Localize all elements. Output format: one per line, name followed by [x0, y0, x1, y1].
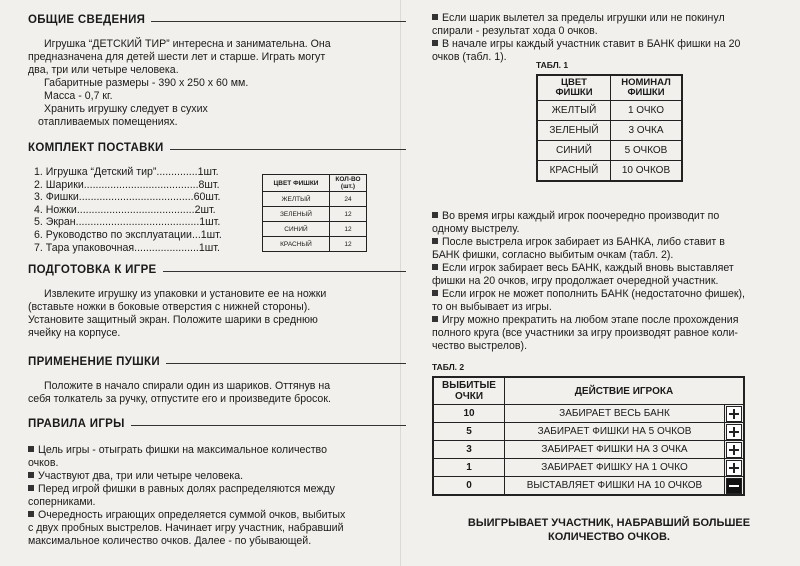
- middle-line: одному выстрелу.: [432, 223, 520, 235]
- gun-line: Положите в начало спирали один из шариков. Оттянув на: [44, 380, 331, 392]
- prep-line: Извлеките игрушку из упаковки и установите ее на ножки: [44, 288, 327, 300]
- table2-points: 0: [433, 477, 505, 496]
- table1-header-value: НОМИНАЛ ФИШКИ: [611, 75, 683, 101]
- kit-table-count: 12: [330, 207, 367, 222]
- table1-label: ТАБЛ. 1: [536, 60, 569, 70]
- table-row: [263, 192, 367, 207]
- rules-line: Участвуют два, три или четыре человека.: [28, 470, 345, 483]
- bullet-icon: [28, 511, 34, 517]
- table-row: [433, 477, 744, 496]
- rules-line: Цель игры - отыграть фишки на максимальное количество: [28, 444, 345, 457]
- bullet-icon: [28, 485, 34, 491]
- page-fold-divider: [400, 0, 401, 566]
- middle-line: Игру можно прекратить на любом этапе после прохождения: [432, 314, 745, 327]
- kit-item: 4. Ножки........................................2шт.: [34, 203, 216, 216]
- left-column: [28, 8, 390, 558]
- general-line: два, три или четыре человека.: [28, 64, 179, 76]
- kit-colors-table: [262, 174, 367, 252]
- kit-table-color: СИНИЙ: [263, 222, 330, 237]
- prep-line: Установите защитный экран. Положите шарики в среднюю: [28, 314, 318, 326]
- bullet-icon: [432, 40, 438, 46]
- general-line: Масса - 0,7 кг.: [44, 90, 113, 102]
- bullet-icon: [432, 212, 438, 218]
- table-row: [433, 441, 744, 459]
- kit-item: 6. Руководство по эксплуатации...1шт.: [34, 228, 222, 241]
- kit-table-count: 12: [330, 222, 367, 237]
- intro-line: В начале игры каждый участник ставит в БАНК фишки на 20: [432, 38, 740, 51]
- kit-item: 3. Фишки.......................................60шт.: [34, 191, 221, 204]
- plus-icon: [726, 442, 742, 458]
- table2-points: 1: [433, 459, 505, 477]
- table2-points: 3: [433, 441, 505, 459]
- section-title-rules: ПРАВИЛА ИГРЫ: [28, 418, 398, 430]
- middle-line: полного круга (все участники за игру производят равное коли-: [432, 327, 738, 339]
- general-line: Габаритные размеры - 390 х 250 х 60 мм.: [44, 77, 249, 89]
- general-text: [28, 38, 331, 129]
- table1-value: 1 ОЧКО: [611, 101, 683, 121]
- bullet-icon: [28, 446, 34, 452]
- table2-points: 5: [433, 423, 505, 441]
- section-title-general: ОБЩИЕ СВЕДЕНИЯ: [28, 14, 398, 26]
- rules-line: Очередность играющих определяется суммой очков, выбитых: [28, 509, 345, 522]
- table-row: [433, 423, 744, 441]
- rules-line: соперниками.: [28, 496, 96, 508]
- bullet-icon: [432, 290, 438, 296]
- kit-table-count: 24: [330, 192, 367, 207]
- prep-line: (вставьте ножки в боковые отверстия с нижней стороны).: [28, 301, 311, 313]
- table1-color: КРАСНЫЙ: [537, 161, 611, 182]
- table-row: [433, 405, 744, 423]
- middle-line: Во время игры каждый игрок поочередно производит по: [432, 210, 745, 223]
- intro-line: спирали - результат хода 0 очков.: [432, 25, 598, 37]
- winner-note: [454, 516, 764, 544]
- table2-action: ВЫСТАВЛЯЕТ ФИШКИ НА 10 ОЧКОВ: [505, 477, 725, 496]
- bullet-icon: [432, 238, 438, 244]
- middle-line: чество выстрелов).: [432, 340, 528, 352]
- scoring-table: [432, 376, 745, 496]
- table2-sign: [725, 477, 745, 496]
- middle-line: Если игрок забирает весь БАНК, каждый вновь выставляет: [432, 262, 745, 275]
- table2-label: ТАБЛ. 2: [432, 362, 465, 372]
- table-row: [537, 101, 682, 121]
- middle-line: то он выбывает из игры.: [432, 301, 552, 313]
- table1-color: ЗЕЛЕНЫЙ: [537, 121, 611, 141]
- prep-text: [28, 288, 326, 340]
- kit-table-header-color: ЦВЕТ ФИШКИ: [263, 175, 330, 192]
- general-line: предназначена для детей шести лет и старше. Играть могут: [28, 51, 326, 63]
- table2-header-points: ВЫБИТЫЕ ОЧКИ: [433, 377, 505, 405]
- middle-line: фишки на 20 очков, игру продолжает очередной участник.: [432, 275, 719, 287]
- minus-icon: [726, 478, 742, 494]
- kit-table-color: КРАСНЫЙ: [263, 237, 330, 252]
- kit-table-count: 12: [330, 237, 367, 252]
- general-line: Игрушка “ДЕТСКИЙ ТИР” интересна и занимательна. Она: [44, 38, 331, 50]
- table1-value: 5 ОЧКОВ: [611, 141, 683, 161]
- table2-action: ЗАБИРАЕТ ВЕСЬ БАНК: [505, 405, 725, 423]
- bullet-icon: [432, 264, 438, 270]
- table1-header-color: ЦВЕТ ФИШКИ: [537, 75, 611, 101]
- table2-action: ЗАБИРАЕТ ФИШКИ НА 5 ОЧКОВ: [505, 423, 725, 441]
- table1-color: ЖЕЛТЫЙ: [537, 101, 611, 121]
- kit-table-color: ЖЕЛТЫЙ: [263, 192, 330, 207]
- table2-sign: [725, 423, 745, 441]
- rules-line: очков.: [28, 457, 59, 469]
- table1-value: 10 ОЧКОВ: [611, 161, 683, 182]
- table2-points: 10: [433, 405, 505, 423]
- table1-value: 3 ОЧКА: [611, 121, 683, 141]
- general-line: Хранить игрушку следует в сухих: [44, 103, 208, 115]
- kit-item: 2. Шарики.......................................8шт.: [34, 178, 220, 191]
- table2-sign: [725, 441, 745, 459]
- middle-line: После выстрела игрок забирает из БАНКА, либо ставит в: [432, 236, 745, 249]
- table2-sign: [725, 459, 745, 477]
- winner-line: КОЛИЧЕСТВО ОЧКОВ.: [548, 531, 670, 543]
- kit-item: 7. Тара упаковочная......................1шт.: [34, 241, 220, 254]
- gun-text: [28, 380, 331, 406]
- table2-header-action: ДЕЙСТВИЕ ИГРОКА: [505, 377, 745, 405]
- rules-line: Перед игрой фишки в равных долях распределяются между: [28, 483, 345, 496]
- chip-value-table: [536, 74, 683, 182]
- prep-line: ячейку на корпусе.: [28, 327, 121, 339]
- middle-text: [432, 210, 745, 353]
- plus-icon: [726, 424, 742, 440]
- gun-line: себя толкатель за ручку, отпустите его и произведите бросок.: [28, 393, 331, 405]
- bullet-icon: [432, 14, 438, 20]
- table-row: [537, 121, 682, 141]
- intro-text: [432, 12, 740, 64]
- kit-list: [34, 166, 222, 254]
- table2-action: ЗАБИРАЕТ ФИШКИ НА 3 ОЧКА: [505, 441, 725, 459]
- kit-item: 5. Экран..........................................1шт.: [34, 216, 221, 229]
- table-row: [263, 207, 367, 222]
- section-title-kit: КОМПЛЕКТ ПОСТАВКИ: [28, 142, 398, 154]
- kit-item: 1. Игрушка “Детский тир”..............1шт.: [34, 166, 219, 178]
- table-row: [537, 141, 682, 161]
- table-row: [263, 237, 367, 252]
- right-column: [432, 8, 782, 558]
- bullet-icon: [28, 472, 34, 478]
- table2-action: ЗАБИРАЕТ ФИШКУ НА 1 ОЧКО: [505, 459, 725, 477]
- rules-line: с двух пробных выстрелов. Начинает игру участник, набравший: [28, 522, 344, 534]
- rules-line: максимальное количество очков. Далее - по убывающей.: [28, 535, 312, 547]
- kit-table-header-count: КОЛ-ВО (шт.): [330, 175, 367, 192]
- intro-line: очков (табл. 1).: [432, 51, 507, 63]
- middle-line: БАНК фишки, согласно выбитым очкам (табл. 2).: [432, 249, 674, 261]
- table1-color: СИНИЙ: [537, 141, 611, 161]
- table-row: [433, 459, 744, 477]
- plus-icon: [726, 406, 742, 422]
- bullet-icon: [432, 316, 438, 322]
- table-row: [263, 222, 367, 237]
- section-title-gun: ПРИМЕНЕНИЕ ПУШКИ: [28, 356, 398, 368]
- middle-line: Если игрок не может пополнить БАНК (недостаточно фишек),: [432, 288, 745, 301]
- intro-line: Если шарик вылетел за пределы игрушки или не покинул: [432, 12, 740, 25]
- plus-icon: [726, 460, 742, 476]
- rules-text: [28, 444, 345, 548]
- winner-line: ВЫИГРЫВАЕТ УЧАСТНИК, НАБРАВШИЙ БОЛЬШЕЕ: [467, 517, 751, 529]
- table-row: [537, 161, 682, 182]
- general-line: отапливаемых помещениях.: [38, 116, 178, 128]
- kit-table-color: ЗЕЛЕНЫЙ: [263, 207, 330, 222]
- table2-sign: [725, 405, 745, 423]
- section-title-prep: ПОДГОТОВКА К ИГРЕ: [28, 264, 398, 276]
